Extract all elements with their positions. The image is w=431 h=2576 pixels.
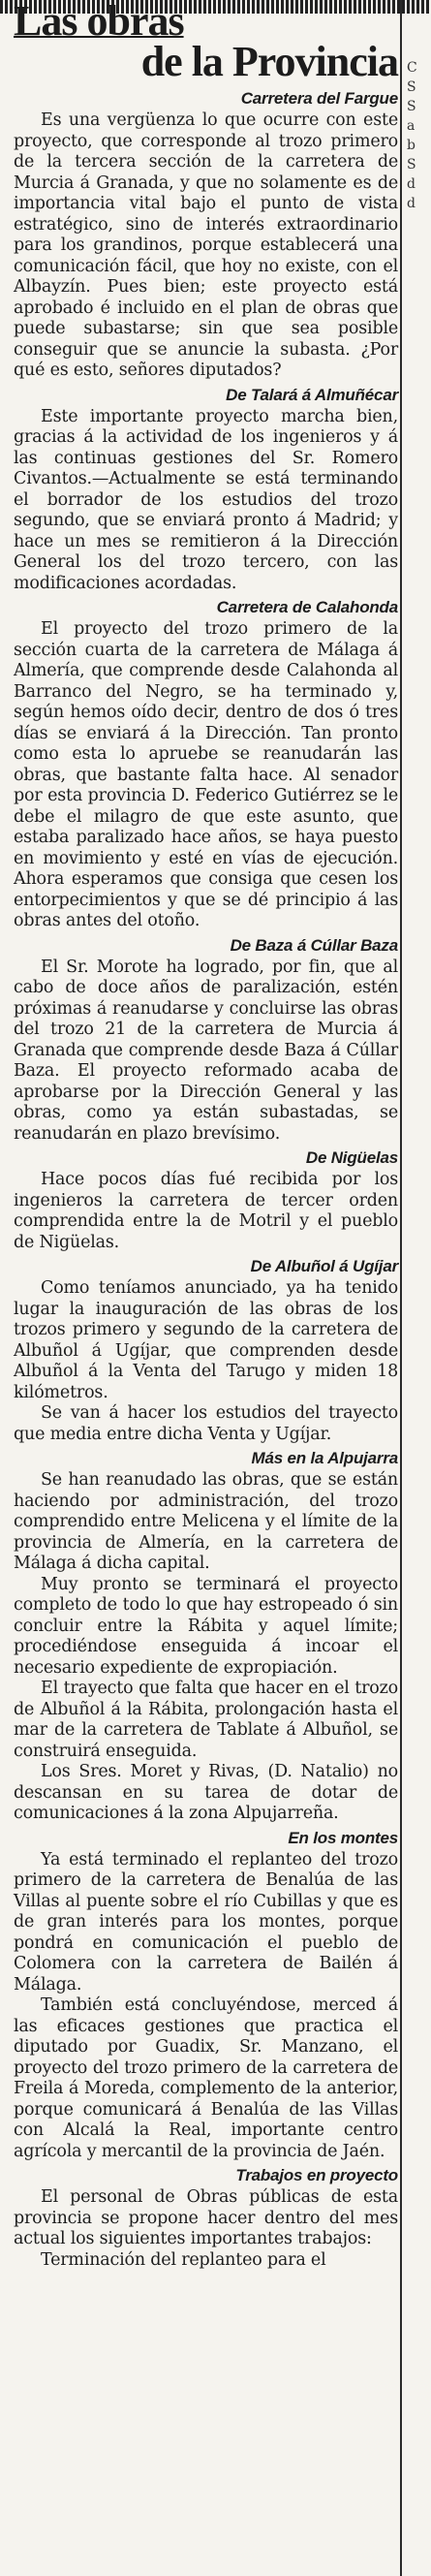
paragraph: El personal de Obras públicas de esta provincia se propone hacer dentro del mes actual los siguientes importantes trabajos: <box>14 2187 398 2248</box>
section-calahonda <box>14 597 398 932</box>
paragraph: Se han reanudado las obras, que se están haciendo por administración, del trozo comprendido entre Melicena y el límite de la provincia de Almería, en la carretera de Málaga á dicha capital. <box>14 1470 398 1573</box>
paragraph: Hace pocos días fué recibida por los ingenieros la carretera de tercer orden comprendida entre la de Motril y el pueblo de Nigüelas. <box>14 1170 398 1252</box>
article-title-line-1: Las obras <box>14 0 184 45</box>
paragraph: El trayecto que falta que hacer en el trozo de Albuñol á la Rábita, prolongación hasta el mar de la carretera de Tablate á Albuñol, se construirá enseguida. <box>14 1679 398 1761</box>
paragraph: Este importante proyecto marcha bien, gracias á la actividad de los ingenieros y á las continuas gestiones del Sr. Romero Civantos.—Actualmente se está terminando el borrador de los estudios del trozo segundo, que se enviará pronto á Madrid; y hace un mes se remitieron á la Dirección General los del trozo tercero, con las modificaciones acordadas. <box>14 406 398 593</box>
paragraph: El Sr. Morote ha logrado, por fin, que al cabo de doce años de paralización, estén próximas á reanudarse y concluirse las obras del trozo 21 de la carretera de Murcia á Granada que comprende desde Baza á Cúllar Baza. El proyecto reformado acaba de aprobarse por la Dirección General y las obras, como ya están subastadas, se reanudarán en plazo brevísimo. <box>14 957 398 1144</box>
paragraph: Ya está terminado el replanteo del trozo primero de la carretera de Benalúa de las Villas al puente sobre el río Cubillas y que es de gran interés para los montes, porque pondrá en comunicación el pueblo de Colomera con la carretera de Bailén á Málaga. <box>14 1849 398 1995</box>
section-montes <box>14 1828 398 2163</box>
adjacent-column-fragment: C S S a b S d d <box>407 60 417 211</box>
section-heading: Trabajos en proyecto <box>235 2166 398 2184</box>
article-title-line-2: de la Provincia <box>140 38 398 85</box>
section-heading: De Albuñol á Ugíjar <box>250 1257 398 1275</box>
section-heading: En los montes <box>288 1828 398 1847</box>
paragraph: Terminación del replanteo para el <box>41 2249 326 2270</box>
paragraph: Los Sres. Moret y Rivas, (D. Natalio) no descansan en su tarea de dotar de comunicaciones á la zona Alpujarreña. <box>14 1762 398 1823</box>
section-heading: Carretera del Fargue <box>240 89 398 108</box>
section-trabajos-proyecto <box>14 2165 398 2271</box>
paragraph: Muy pronto se terminará el proyecto completo de todo lo que hay estropeado ó sin concluir entre la Rábita y aquel límite; procediéndose enseguida á incoar el necesario expediente de expropiación. <box>14 1574 398 1678</box>
section-heading: De Nigüelas <box>305 1148 398 1167</box>
section-talara-almunecar <box>14 385 398 595</box>
section-heading: De Talará á Almuñécar <box>226 385 398 404</box>
paragraph: Es una vergüenza lo que ocurre con este proyecto, que corresponde al trozo primero de la tercera sección de la carretera de Murcia á Granada, y que no solamente es de importancia vital bajo el punto de vista estratégico, sino de interés extraordinario para los grandinos, porque establecerá una comunicación fácil, que hoy no existe, con el Albayzín. Pues bien; este proyecto está aprobado é incluido en el plan de obras que puede subastarse; sin que sea posible conseguir que se anuncie la subasta. ¿Por qué es esto, señores diputados? <box>14 110 398 380</box>
article-column <box>14 0 398 2576</box>
section-baza-cullar <box>14 935 398 1146</box>
paragraph: Se van á hacer los estudios del trayecto que media entre dicha Venta y Ugíjar. <box>14 1403 398 1444</box>
section-heading: Más en la Alpujarra <box>251 1449 398 1467</box>
section-alpujarra <box>14 1448 398 1825</box>
section-heading: Carretera de Calahonda <box>216 598 398 616</box>
section-albunol-ugijar <box>14 1256 398 1445</box>
paragraph: Como teníamos anunciado, ya ha tenido lugar la inauguración de las obras de los trozos primero y segundo de la carretera de Albuñol á Ugíjar, que comprenden desde Albuñol á la Venta del Tarugo y miden 18 kilómetros. <box>14 1278 398 1402</box>
section-fargue <box>14 88 398 382</box>
column-divider <box>400 0 402 2576</box>
paragraph: El proyecto del trozo primero de la sección cuarta de la carretera de Málaga á Almería, que comprende desde Calahonda al Barranco del Negro, se ha terminado y, según hemos oído decir, dentro de dos ó tres días se enviará á la Dirección. Tan pronto como esta lo apruebe se reanudarán las obras, que bastante falta hace. Al senador por esta provincia D. Federico Gutiérrez se le debe el milagro de que este asunto, que estaba paralizado hace años, se haya puesto en movimiento y esté en vías de ejecución. Ahora esperamos que consiga que cesen los entorpecimientos y que se dé principio á las obras antes del otoño. <box>14 619 398 930</box>
paragraph: También está concluyéndose, merced á las eficaces gestiones que practica el diputado por Guadix, Sr. Manzano, el proyecto del trozo primero de la carretera de Freila á Moreda, complemento de la anterior, porque comunicará á Benalúa de las Villas con Alcalá la Real, importante centro agrícola y mercantil de la provincia de Jaén. <box>14 1995 398 2161</box>
section-heading: De Baza á Cúllar Baza <box>230 935 398 955</box>
section-niguelas <box>14 1147 398 1253</box>
